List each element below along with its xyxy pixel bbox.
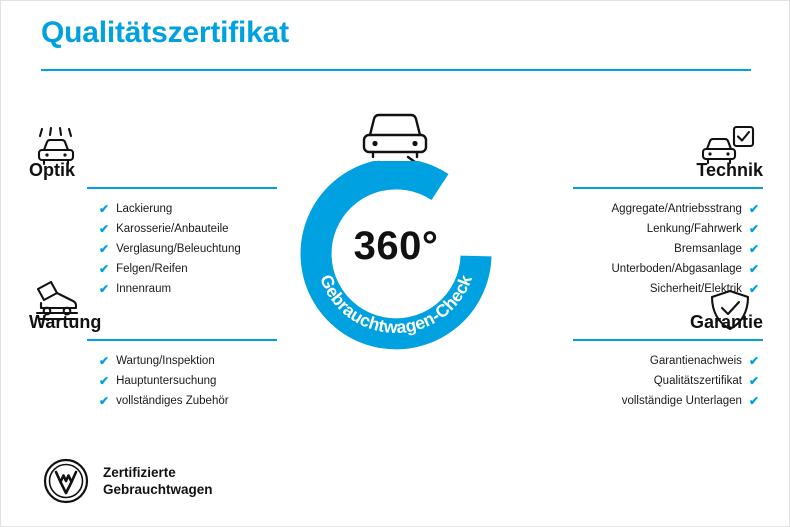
block-optik-title: Optik [29, 160, 76, 180]
list-item-label: Sicherheit/Elektrik [649, 283, 742, 295]
block-wartung [29, 291, 329, 411]
block-garantie-underline [573, 339, 763, 341]
block-garantie-head [463, 291, 763, 333]
list-item-label: Wartung/Inspektion [116, 355, 215, 367]
list-item [463, 371, 763, 391]
list-item-label: Garantienachweis [649, 355, 742, 367]
check-icon: ✔ [99, 242, 110, 256]
block-technik-underline [573, 187, 763, 189]
ring-arc-label: Gebrauchtwagen-Check [315, 271, 476, 338]
check-icon: ✔ [748, 262, 759, 276]
block-technik-title: Technik [696, 160, 763, 180]
ring-center-number: 360° [353, 224, 439, 268]
list-item [29, 239, 329, 259]
list-item [463, 219, 763, 239]
list-item [463, 239, 763, 259]
check-icon: ✔ [748, 242, 759, 256]
list-item [29, 371, 329, 391]
list-item-label: Lackierung [116, 203, 173, 215]
header [41, 13, 751, 71]
list-item-label: Qualitätszertifikat [653, 375, 742, 387]
block-optik [29, 139, 329, 299]
list-item [463, 259, 763, 279]
list-item-label: Hauptuntersuchung [116, 375, 217, 387]
list-item-label: vollständiges Zubehör [116, 395, 229, 407]
list-item [29, 351, 329, 371]
check-icon: ✔ [748, 354, 759, 368]
list-item-label: Unterboden/Abgasanlage [611, 263, 742, 275]
block-garantie-list [463, 351, 763, 411]
vw-logo-icon [43, 458, 89, 504]
check-icon: ✔ [99, 222, 110, 236]
list-item-label: Karosserie/Anbauteile [116, 223, 229, 235]
block-optik-list [29, 199, 329, 299]
block-technik [463, 139, 763, 299]
check-icon: ✔ [99, 262, 110, 276]
list-item-label: vollständige Unterlagen [621, 395, 742, 407]
check-icon: ✔ [99, 202, 110, 216]
list-item-label: Aggregate/Antriebsstrang [611, 203, 742, 215]
block-optik-underline [87, 187, 277, 189]
list-item [463, 199, 763, 219]
list-item-label: Innenraum [116, 283, 172, 295]
list-item [29, 199, 329, 219]
check-icon: ✔ [99, 282, 110, 296]
list-item [29, 259, 329, 279]
list-item [463, 351, 763, 371]
check-icon: ✔ [748, 222, 759, 236]
check-icon: ✔ [748, 374, 759, 388]
check-icon: ✔ [99, 354, 110, 368]
list-item-label: Verglasung/Beleuchtung [116, 243, 241, 255]
check-icon: ✔ [748, 282, 759, 296]
block-wartung-head [29, 291, 329, 333]
block-garantie-title: Garantie [689, 312, 763, 332]
footer-line-2: Gebrauchtwagen [103, 482, 213, 497]
block-wartung-underline [87, 339, 277, 341]
page-title: Qualitätszertifikat [41, 16, 289, 49]
footer-text [103, 464, 213, 498]
block-wartung-title: Wartung [29, 312, 102, 332]
block-garantie [463, 291, 763, 411]
list-item-label: Lenkung/Fahrwerk [646, 223, 742, 235]
list-item-label: Bremsanlage [674, 243, 742, 255]
check-icon: ✔ [99, 394, 110, 408]
block-technik-head [463, 139, 763, 181]
footer [43, 458, 213, 504]
block-wartung-list [29, 351, 329, 411]
footer-line-1: Zertifizierte [103, 465, 176, 480]
check-icon: ✔ [748, 202, 759, 216]
check-icon: ✔ [748, 394, 759, 408]
block-technik-list [463, 199, 763, 299]
block-optik-head [29, 139, 329, 181]
list-item [29, 391, 329, 411]
header-divider [41, 69, 751, 71]
check-icon: ✔ [99, 374, 110, 388]
list-item-label: Felgen/Reifen [116, 263, 188, 275]
list-item [29, 219, 329, 239]
list-item [463, 391, 763, 411]
